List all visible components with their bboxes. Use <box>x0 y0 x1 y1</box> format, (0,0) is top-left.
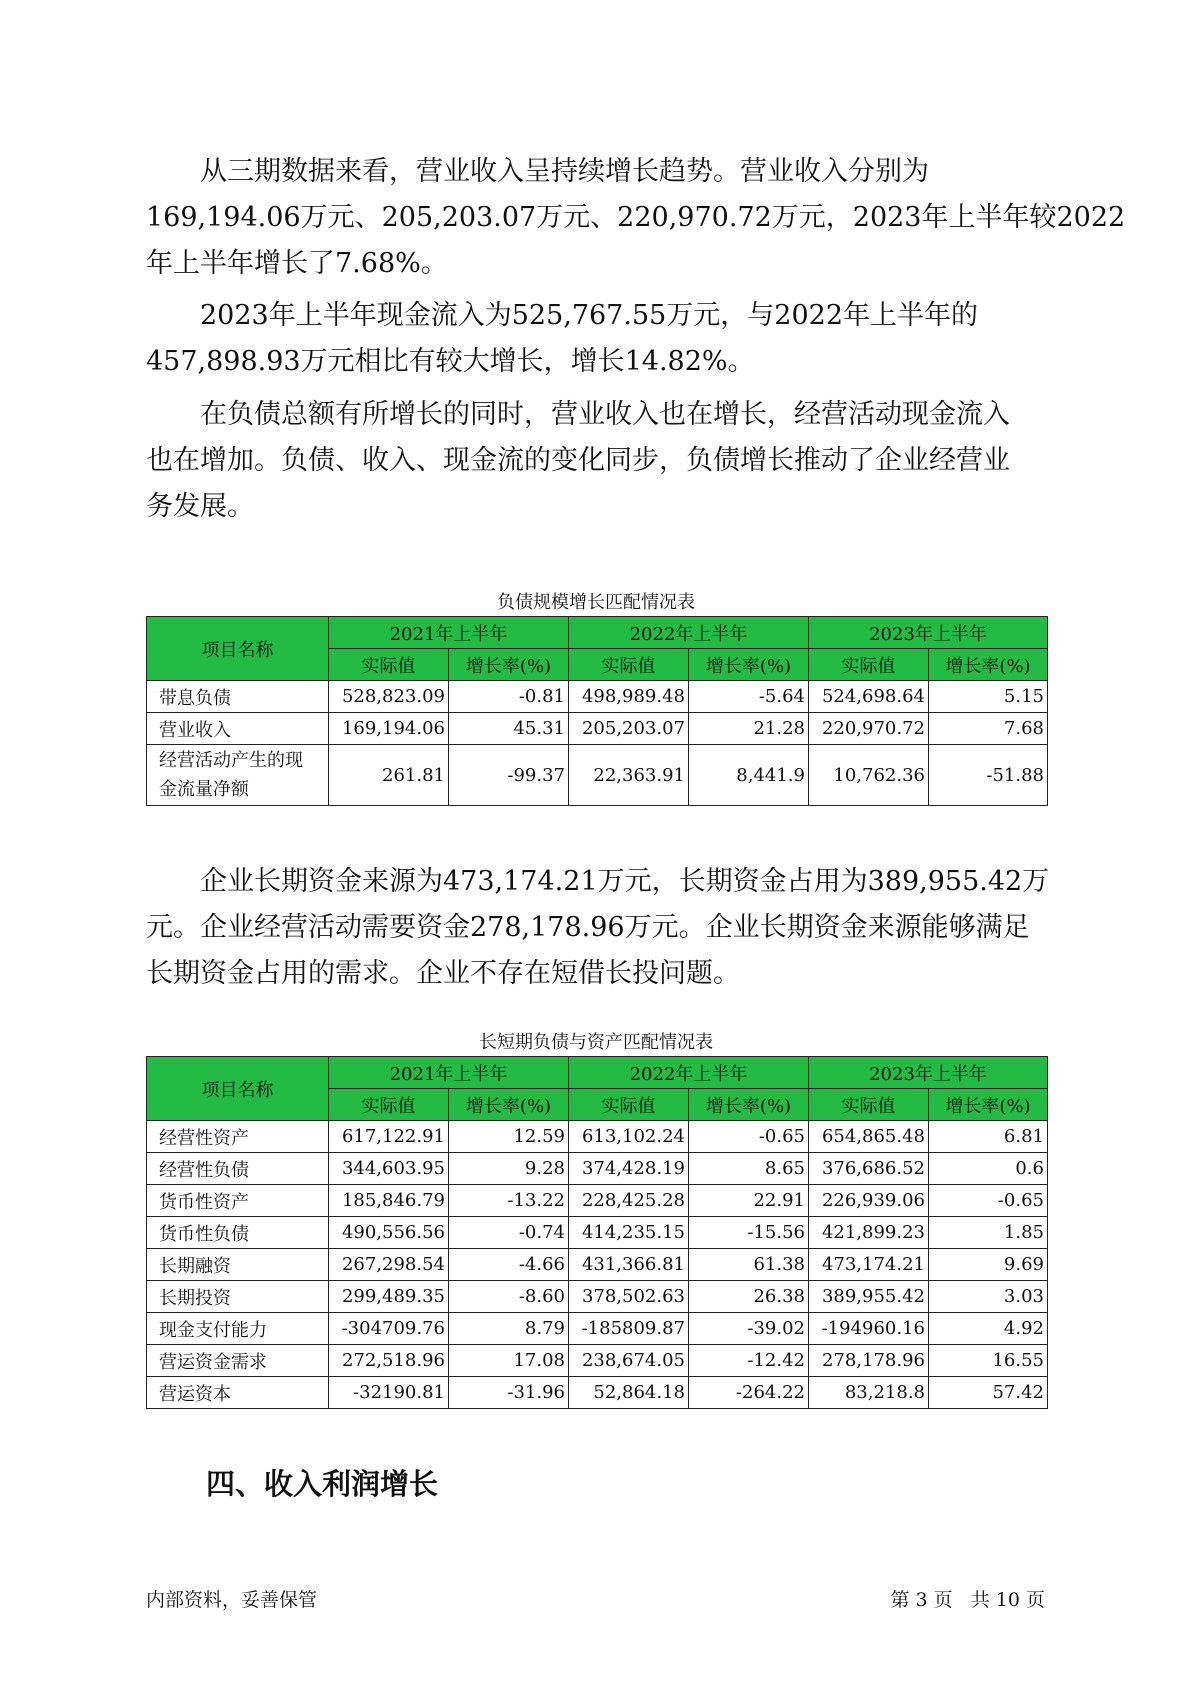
cell-value: 205,203.07 <box>569 713 689 745</box>
paragraph-cash-inflow <box>146 293 1046 385</box>
cell-value: -51.88 <box>929 745 1048 806</box>
growth-rate-header: 增长率(%) <box>929 1089 1048 1121</box>
footer-confidential-note: 内部资料，妥善保管 <box>146 1589 318 1611</box>
table-row <box>147 1281 1048 1313</box>
growth-rate-header: 增长率(%) <box>929 649 1048 681</box>
cell-value: 4.92 <box>929 1313 1048 1345</box>
cell-value: 8.79 <box>449 1313 569 1345</box>
cell-value: 10,762.36 <box>809 745 929 806</box>
cell-value: 26.38 <box>689 1281 809 1313</box>
row-label: 长期投资 <box>147 1281 329 1313</box>
cell-value: 22,363.91 <box>569 745 689 806</box>
row-label: 经营性负债 <box>147 1153 329 1185</box>
cell-value: -13.22 <box>449 1185 569 1217</box>
row-label-line: 金流量净额 <box>159 779 249 800</box>
debt-scale-table <box>146 616 1048 806</box>
cell-value: -39.02 <box>689 1313 809 1345</box>
cell-value: 374,428.19 <box>569 1153 689 1185</box>
cell-value: -12.42 <box>689 1345 809 1377</box>
cell-value: -99.37 <box>449 745 569 806</box>
row-label: 营运资本 <box>147 1377 329 1409</box>
cell-value: -8.60 <box>449 1281 569 1313</box>
row-label: 货币性资产 <box>147 1185 329 1217</box>
cell-value: 83,218.8 <box>809 1377 929 1409</box>
cell-value: 654,865.48 <box>809 1121 929 1153</box>
cell-value: -5.64 <box>689 681 809 713</box>
row-label: 营业收入 <box>147 713 329 745</box>
table-row <box>147 745 1048 806</box>
cell-value: -15.56 <box>689 1217 809 1249</box>
paragraph-line: 2023年上半年现金流入为525,767.55万元，与2022年上半年的 <box>200 300 979 331</box>
row-label <box>147 745 329 806</box>
cell-value: -31.96 <box>449 1377 569 1409</box>
cell-value: -0.81 <box>449 681 569 713</box>
cell-value: 0.6 <box>929 1153 1048 1185</box>
cell-value: -185809.87 <box>569 1313 689 1345</box>
cell-value: 220,970.72 <box>809 713 929 745</box>
row-label: 长期融资 <box>147 1249 329 1281</box>
cell-value: 17.08 <box>449 1345 569 1377</box>
table-row <box>147 681 1048 713</box>
cell-value: -4.66 <box>449 1249 569 1281</box>
cell-value: 169,194.06 <box>329 713 449 745</box>
paragraph-line: 457,898.93万元相比有较大增长，增长14.82%。 <box>146 346 755 377</box>
paragraph-line: 企业长期资金来源为473,174.21万元，长期资金占用为389,955.42万 <box>200 866 1050 897</box>
table-row <box>147 1377 1048 1409</box>
row-label: 货币性负债 <box>147 1217 329 1249</box>
item-name-header: 项目名称 <box>147 617 329 681</box>
table-row <box>147 1217 1048 1249</box>
table-row <box>147 1185 1048 1217</box>
growth-rate-header: 增长率(%) <box>689 649 809 681</box>
cell-value: 378,502.63 <box>569 1281 689 1313</box>
paragraph-line: 年上半年增长了7.68%。 <box>146 248 448 279</box>
cell-value: 57.42 <box>929 1377 1048 1409</box>
paragraph-debt-growth <box>146 392 1046 530</box>
paragraph-line: 在负债总额有所增长的同时，营业收入也在增长，经营活动现金流入 <box>200 399 1010 430</box>
table-row <box>147 1121 1048 1153</box>
cell-value: -0.65 <box>929 1185 1048 1217</box>
paragraph-line: 务发展。 <box>146 491 254 522</box>
growth-rate-header: 增长率(%) <box>689 1089 809 1121</box>
cell-value: 6.81 <box>929 1121 1048 1153</box>
cell-value: 299,489.35 <box>329 1281 449 1313</box>
cell-value: 238,674.05 <box>569 1345 689 1377</box>
cell-value: 389,955.42 <box>809 1281 929 1313</box>
paragraph-revenue-trend <box>146 149 1126 287</box>
paragraph-line: 元。企业经营活动需要资金278,178.96万元。企业长期资金来源能够满足 <box>146 912 1030 943</box>
paragraph-line: 169,194.06万元、205,203.07万元、220,970.72万元，2023年上半年较2022 <box>146 202 1126 233</box>
cell-value: 7.68 <box>929 713 1048 745</box>
actual-value-header: 实际值 <box>569 649 689 681</box>
debt-asset-match-table <box>146 1056 1048 1409</box>
table-caption: 负债规模增长匹配情况表 <box>497 592 695 613</box>
paragraph-line: 长期资金占用的需求。企业不存在短借长投问题。 <box>146 958 740 989</box>
cell-value: 16.55 <box>929 1345 1048 1377</box>
cell-value: 344,603.95 <box>329 1153 449 1185</box>
cell-value: 617,122.91 <box>329 1121 449 1153</box>
cell-value: 12.59 <box>449 1121 569 1153</box>
cell-value: 272,518.96 <box>329 1345 449 1377</box>
cell-value: -304709.76 <box>329 1313 449 1345</box>
item-name-header: 项目名称 <box>147 1057 329 1121</box>
cell-value: 1.85 <box>929 1217 1048 1249</box>
cell-value: 52,864.18 <box>569 1377 689 1409</box>
cell-value: -32190.81 <box>329 1377 449 1409</box>
paragraph-line: 也在增加。负债、收入、现金流的变化同步，负债增长推动了企业经营业 <box>146 445 1010 476</box>
cell-value: 22.91 <box>689 1185 809 1217</box>
table-row <box>147 713 1048 745</box>
paragraph-line: 从三期数据来看，营业收入呈持续增长趋势。营业收入分别为 <box>200 156 929 187</box>
cell-value: 498,989.48 <box>569 681 689 713</box>
period-header: 2022年上半年 <box>569 1057 809 1089</box>
paragraph-long-term-funds <box>146 859 1050 997</box>
row-label: 经营性资产 <box>147 1121 329 1153</box>
cell-value: 490,556.56 <box>329 1217 449 1249</box>
cell-value: 61.38 <box>689 1249 809 1281</box>
row-label: 现金支付能力 <box>147 1313 329 1345</box>
cell-value: -264.22 <box>689 1377 809 1409</box>
growth-rate-header: 增长率(%) <box>449 1089 569 1121</box>
actual-value-header: 实际值 <box>569 1089 689 1121</box>
row-label-line: 经营活动产生的现 <box>159 750 303 771</box>
cell-value: 228,425.28 <box>569 1185 689 1217</box>
footer-page-number: 第 3 页 共 10 页 <box>890 1589 1045 1611</box>
cell-value: 528,823.09 <box>329 681 449 713</box>
cell-value: 431,366.81 <box>569 1249 689 1281</box>
cell-value: 267,298.54 <box>329 1249 449 1281</box>
cell-value: -0.65 <box>689 1121 809 1153</box>
period-header: 2021年上半年 <box>329 1057 569 1089</box>
actual-value-header: 实际值 <box>809 1089 929 1121</box>
cell-value: 473,174.21 <box>809 1249 929 1281</box>
cell-value: 5.15 <box>929 681 1048 713</box>
table-row <box>147 1313 1048 1345</box>
cell-value: 414,235.15 <box>569 1217 689 1249</box>
period-header: 2022年上半年 <box>569 617 809 649</box>
cell-value: 8.65 <box>689 1153 809 1185</box>
cell-value: 3.03 <box>929 1281 1048 1313</box>
row-label: 带息负债 <box>147 681 329 713</box>
section-heading: 四、收入利润增长 <box>206 1467 439 1501</box>
actual-value-header: 实际值 <box>329 649 449 681</box>
cell-value: 613,102.24 <box>569 1121 689 1153</box>
cell-value: -194960.16 <box>809 1313 929 1345</box>
table-row <box>147 1345 1048 1377</box>
actual-value-header: 实际值 <box>809 649 929 681</box>
cell-value: 21.28 <box>689 713 809 745</box>
cell-value: 185,846.79 <box>329 1185 449 1217</box>
cell-value: 8,441.9 <box>689 745 809 806</box>
cell-value: 226,939.06 <box>809 1185 929 1217</box>
growth-rate-header: 增长率(%) <box>449 649 569 681</box>
table-row <box>147 1153 1048 1185</box>
cell-value: 45.31 <box>449 713 569 745</box>
table-caption: 长短期负债与资产匹配情况表 <box>479 1032 713 1053</box>
cell-value: 421,899.23 <box>809 1217 929 1249</box>
cell-value: -0.74 <box>449 1217 569 1249</box>
period-header: 2021年上半年 <box>329 617 569 649</box>
cell-value: 278,178.96 <box>809 1345 929 1377</box>
cell-value: 9.28 <box>449 1153 569 1185</box>
table-row <box>147 1249 1048 1281</box>
period-header: 2023年上半年 <box>809 1057 1048 1089</box>
row-label: 营运资金需求 <box>147 1345 329 1377</box>
period-header: 2023年上半年 <box>809 617 1048 649</box>
actual-value-header: 实际值 <box>329 1089 449 1121</box>
cell-value: 261.81 <box>329 745 449 806</box>
cell-value: 9.69 <box>929 1249 1048 1281</box>
cell-value: 376,686.52 <box>809 1153 929 1185</box>
cell-value: 524,698.64 <box>809 681 929 713</box>
